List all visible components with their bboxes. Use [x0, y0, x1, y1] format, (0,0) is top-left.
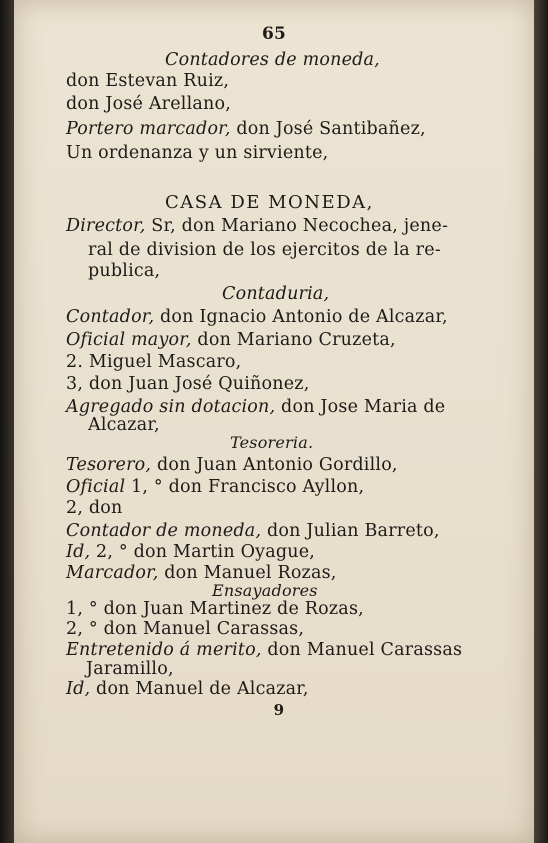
section-heading-ensayadores [212, 581, 318, 601]
text-run: 1, ° don Juan Martinez de Rozas, [66, 599, 364, 619]
italic-text-run: Contador de moneda, [66, 521, 262, 541]
italic-text-run: Contadores de moneda, [165, 50, 380, 70]
text-run: 3, don Juan José Quiñonez, [66, 374, 310, 394]
text-line [88, 261, 160, 281]
italic-text-run: Tesorero, [66, 455, 152, 475]
section-heading-contaduria [222, 284, 329, 304]
text-line [66, 216, 448, 236]
text-line [66, 599, 364, 619]
text-line [66, 619, 304, 639]
italic-text-run: Tesoreria. [230, 433, 314, 452]
text-run: publica, [88, 261, 161, 281]
section-heading-casa-de-moneda [165, 193, 374, 213]
text-line [66, 640, 462, 660]
text-line [66, 143, 328, 163]
section-heading-contadores [165, 50, 380, 70]
section-heading-tesoreria [230, 433, 313, 453]
text-line [66, 119, 426, 139]
text-line [66, 563, 337, 583]
italic-text-run: Director, [66, 216, 146, 236]
text-run: don Estevan Ruiz, [66, 71, 230, 91]
text-run: Alcazar, [88, 415, 160, 435]
text-line [66, 71, 229, 91]
text-line [66, 477, 364, 497]
text-line [66, 307, 448, 327]
page-number: 65 [261, 24, 287, 44]
italic-text-run: Ensayadores [212, 581, 318, 600]
italic-text-run: Marcador, [66, 563, 159, 583]
text-line [66, 352, 241, 372]
text-line [66, 455, 398, 475]
text-run: don Manuel de Alcazar, [90, 679, 309, 699]
text-run: don Manuel Rozas, [158, 563, 337, 583]
text-run: 2, ° don Manuel Carassas, [66, 619, 305, 639]
text-line [66, 374, 309, 394]
text-run: don José Santibañez, [230, 119, 426, 139]
text-line [88, 240, 441, 260]
catchword: 9 [273, 701, 285, 719]
text-run: Un ordenanza y un sirviente, [66, 143, 329, 163]
italic-text-run: Oficial [66, 477, 126, 497]
text-run: don Julian Barreto, [261, 521, 440, 541]
text-run: CASA DE MONEDA, [165, 192, 374, 213]
text-run: don Juan Antonio Gordillo, [151, 455, 398, 475]
text-run: 2, ° don Martin Oyague, [90, 542, 316, 562]
italic-text-run: Oficial mayor, [66, 330, 192, 350]
italic-text-run: Id, [66, 542, 91, 562]
text-run: ral de division de los ejercitos de la re- [88, 240, 441, 260]
text-run: don Mariano Cruzeta, [191, 330, 396, 350]
text-run: don Jose Maria de [275, 397, 446, 417]
text-run: don José Arellano, [66, 94, 231, 114]
italic-text-run: Contaduria, [222, 284, 330, 304]
text-run: 2. Miguel Mascaro, [66, 352, 242, 372]
text-run: don Manuel Carassas [261, 640, 463, 660]
text-line [66, 679, 309, 699]
italic-text-run: Entretenido á merito, [66, 640, 262, 660]
text-run: don Ignacio Antonio de Alcazar, [154, 307, 448, 327]
text-line [66, 330, 396, 350]
italic-text-run: Contador, [66, 307, 155, 327]
text-line [66, 94, 231, 114]
text-run: Sr, don Mariano Necochea, jene- [145, 216, 449, 236]
text-line [66, 498, 122, 518]
text-line [66, 542, 315, 562]
text-line [66, 397, 445, 417]
text-run: 1, ° don Francisco Ayllon, [125, 477, 365, 497]
text-line [88, 415, 160, 435]
italic-text-run: Portero marcador, [66, 119, 231, 139]
text-line [86, 659, 174, 679]
text-run: Jaramillo, [86, 659, 174, 679]
italic-text-run: Id, [66, 679, 91, 699]
italic-text-run: Agregado sin dotacion, [66, 397, 276, 417]
text-line [66, 521, 440, 541]
text-run: 2, don [66, 498, 123, 518]
